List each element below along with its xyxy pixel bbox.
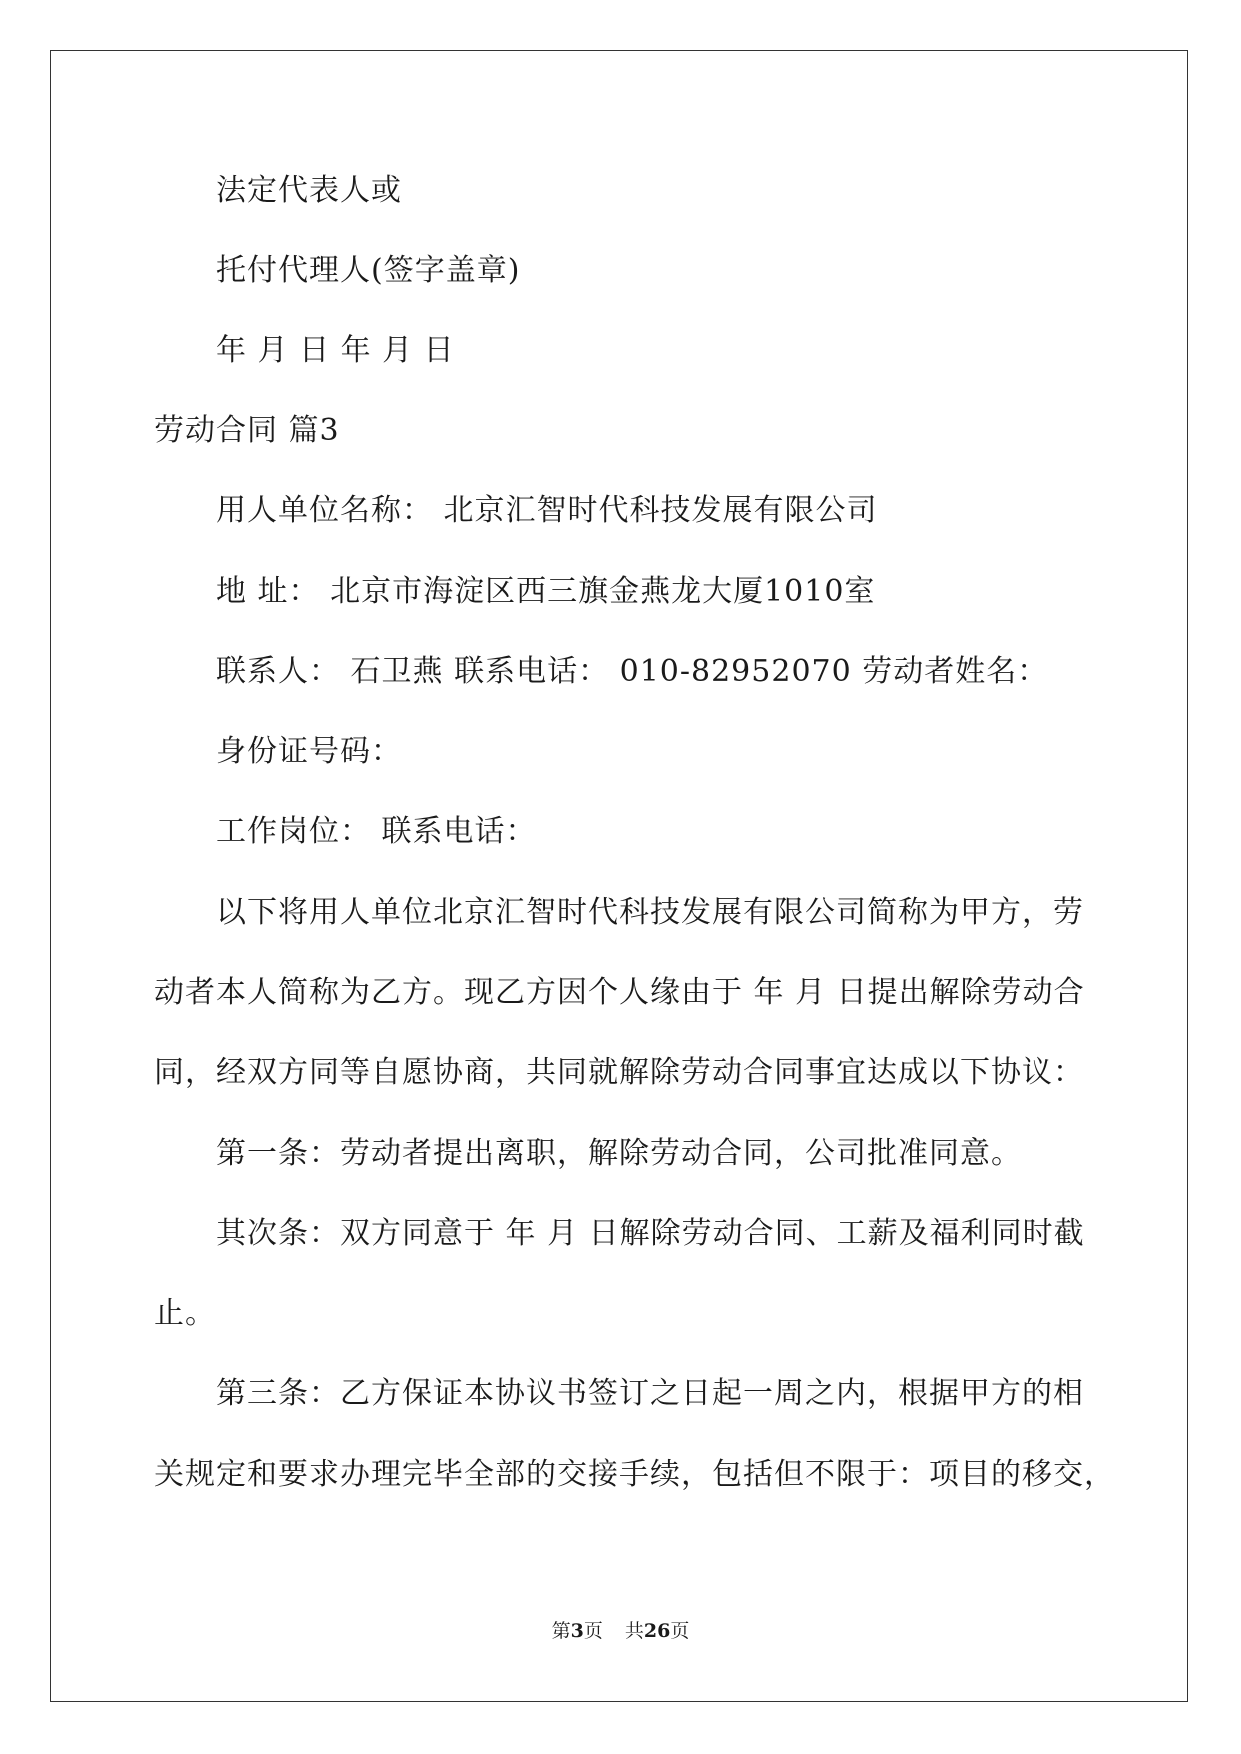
article-three-line: 关规定和要求办理完毕全部的交接手续，包括但不限于：项目的移交， [154, 1457, 1115, 1492]
article-two-line: 其次条：双方同意于 年 月 日解除劳动合同、工薪及福利同时截 [216, 1216, 1085, 1251]
page-footer [0, 1618, 1241, 1644]
signature-date-line: 年 月 日 年 月 日 [216, 333, 455, 368]
total-pages: 26 [643, 1620, 671, 1642]
id-number-line: 身份证号码： [216, 734, 402, 769]
employer-name: 用人单位名称： 北京汇智时代科技发展有限公司 [216, 493, 878, 528]
body-paragraph-line: 以下将用人单位北京汇智时代科技发展有限公司简称为甲方，劳 [216, 895, 1084, 930]
article-three-line: 第三条：乙方保证本协议书签订之日起一周之内，根据甲方的相 [216, 1376, 1084, 1411]
body-paragraph-line: 同，经双方同等自愿协商，共同就解除劳动合同事宜达成以下协议： [154, 1055, 1084, 1090]
total-suffix: 页 [670, 1620, 690, 1642]
signature-line-representative: 法定代表人或 [216, 173, 402, 208]
employer-address: 地 址： 北京市海淀区西三旗金燕龙大厦1010室 [216, 574, 876, 609]
signature-line-agent: 托付代理人(签字盖章) [216, 253, 521, 288]
article-one: 第一条：劳动者提出离职，解除劳动合同，公司批准同意。 [216, 1136, 1022, 1171]
page-prefix: 第 [551, 1620, 571, 1642]
contact-line: 联系人： 石卫燕 联系电话： 010-82952070 劳动者姓名： [216, 654, 1049, 689]
job-position-line: 工作岗位： 联系电话： [216, 814, 537, 849]
body-paragraph-line: 动者本人简称为乙方。现乙方因个人缘由于 年 月 日提出解除劳动合 [154, 975, 1085, 1010]
total-prefix: 共 [624, 1620, 644, 1642]
section-heading: 劳动合同 篇3 [154, 413, 340, 448]
page-suffix: 页 [583, 1620, 603, 1642]
article-two-line: 止。 [154, 1296, 216, 1331]
page-number: 3 [570, 1620, 584, 1642]
